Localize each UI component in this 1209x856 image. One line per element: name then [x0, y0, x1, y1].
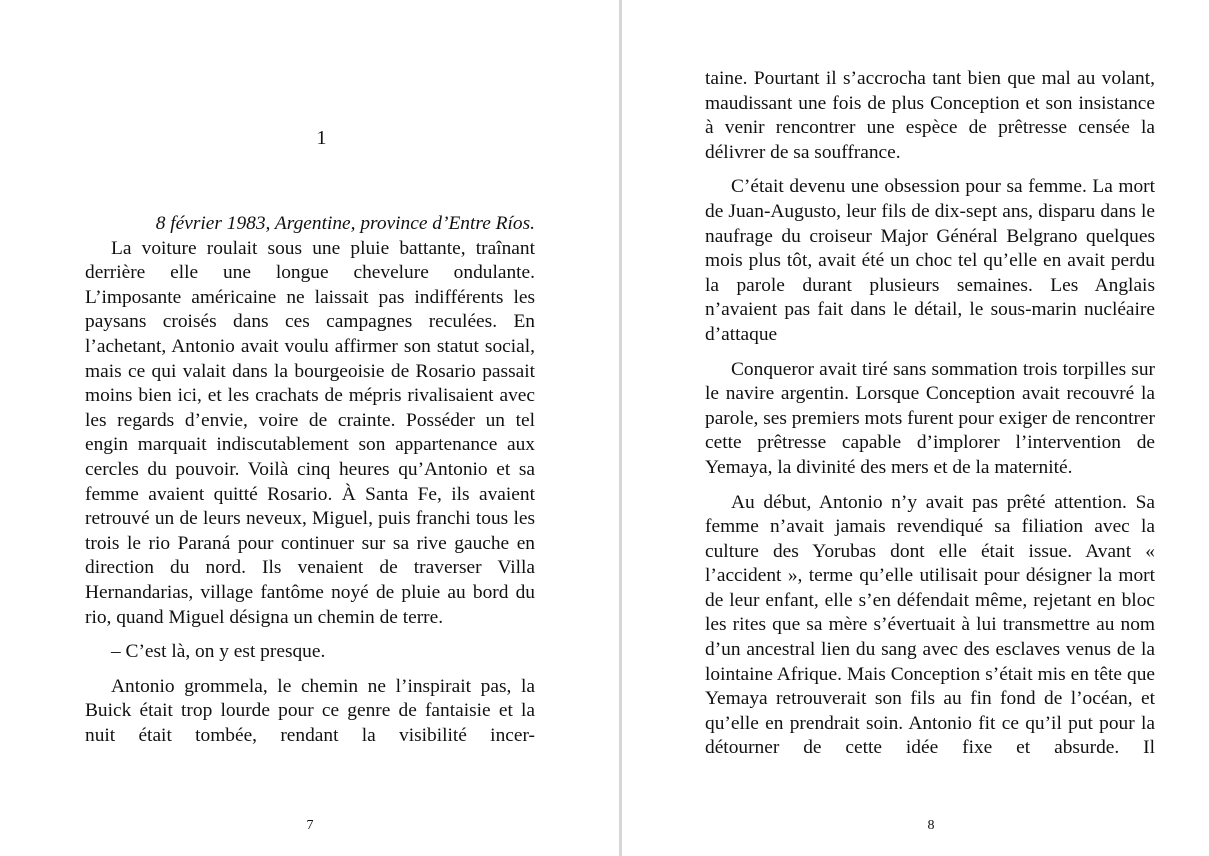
paragraph: taine. Pourtant il s’accrocha tant bien que mal au volant, maudissant une fois de plus Conception et son insistance à venir rencontrer une espèce de prêtresse censée la délivrer de sa souffrance. [705, 68, 1155, 163]
right-page-body [705, 67, 1155, 761]
paragraph: Antonio grommela, le chemin ne l’inspirait pas, la Buick était trop lourde pour ce genre de fantaisie et la nuit était tombée, rendant la visibilité incer- [85, 675, 535, 746]
page-number: 8 [927, 818, 935, 833]
page-number: 7 [306, 818, 314, 833]
dateline: 8 février 1983, Argentine, province d’Entre Ríos. [155, 213, 535, 234]
paragraph: La voiture roulait sous une pluie battante, traînant derrière elle une longue chevelure ondulante. L’imposante américaine ne laissait pas indifférents les paysans croisés dans ces campagnes reculées. En l’achetant, Antonio avait voulu affirmer son statut social, mais ce qui valait dans la bourgeoisie de Rosario passait moins bien ici, et les crachats de mépris rivalisaient avec les regards d’envie, voire de crainte. Posséder un tel engin marquait indiscutablement son appartenance aux cercles du pouvoir. Voilà cinq heures qu’Antonio et sa femme avaient quitté Rosario. À Santa Fe, ils avaient retrouvé un de leurs neveux, Miguel, puis franchi tous les trois le rio Paraná pour continuer sur sa rive gauche en direction du nord. Ils venaient de traverser Villa Hernandarias, village fantôme noyé de pluie au bord du rio, quand Miguel désigna un chemin de terre. [85, 237, 535, 628]
paragraph: Au début, Antonio n’y avait pas prêté attention. Sa femme n’avait jamais revendiqué sa filiation avec la culture des Yorubas dont elle était issue. Avant « l’accident », terme qu’elle utilisait pour désigner la mort de leur enfant, elle s’en défendait même, rejetant en bloc les rites que sa mère s’évertuait à lui transmettre au nom d’un ancestral lien du sang avec des esclaves venus de la lointaine Afrique. Mais Conception s’était mis en tête que Yemaya retrouverait son fils au fin fond de l’océan, et qu’elle en prendrait soin. Antonio fit ce qu’il put pour la détourner de cette idée fixe et absurde. Il [705, 491, 1155, 759]
left-page-body [85, 212, 535, 748]
dialogue-line: – C’est là, on y est presque. [111, 641, 326, 663]
chapter-number: 1 [316, 127, 327, 149]
right-page [622, 0, 1209, 856]
paragraph: C’était devenu une obsession pour sa femme. La mort de Juan-Augusto, leur fils de dix-sept ans, disparu dans le naufrage du croiseur Major Général Belgrano quelques mois plus tôt, avait été un choc tel qu’elle en avait perdu la parole durant plusieurs semaines. Les Anglais n’avaient pas fait dans le détail, le sous-marin nucléaire d’attaque [705, 176, 1155, 345]
paragraph: Conqueror avait tiré sans sommation trois torpilles sur le navire argentin. Lorsque Conception avait recouvré la parole, ses premiers mots furent pour exiger de rencontrer cette prêtresse capable d’implorer l’intervention de Yemaya, la divinité des mers et de la maternité. [705, 358, 1155, 478]
